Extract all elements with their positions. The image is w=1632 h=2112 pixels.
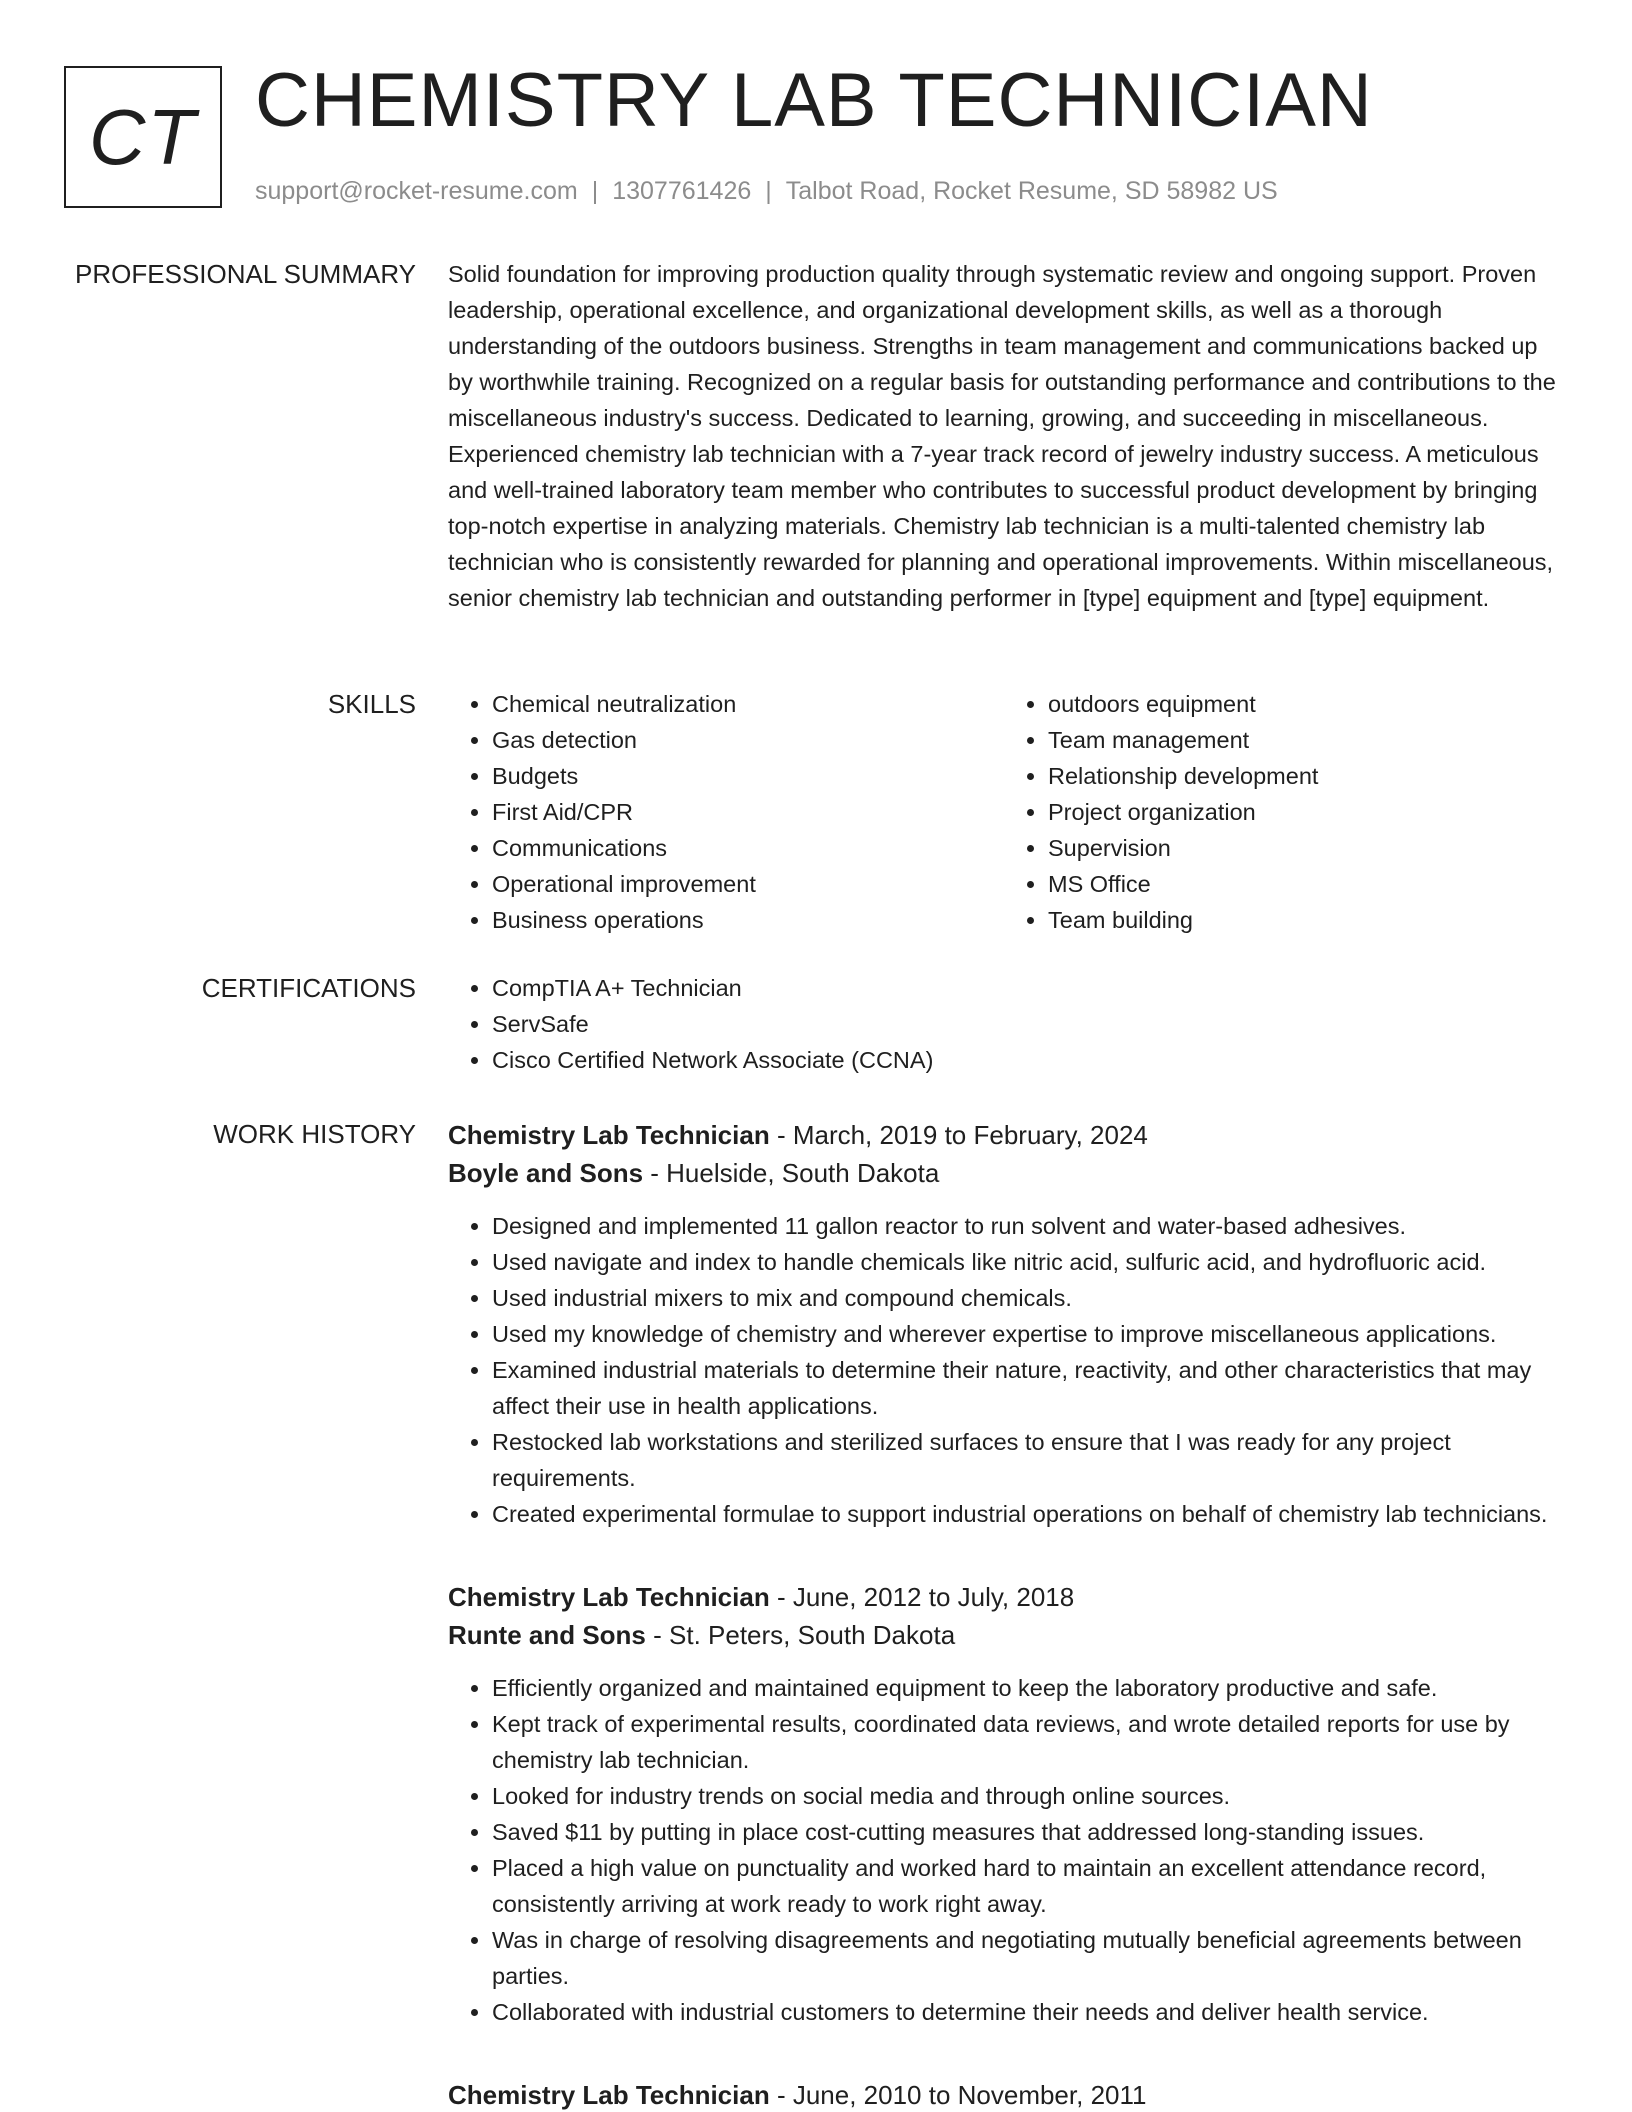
skills-list-left [448,686,1004,938]
summary-body [448,256,1560,616]
section-label-certifications: CERTIFICATIONS [201,973,416,1003]
certification-item: • ServSafe [492,1006,1560,1042]
job-company: Runte and Sons [448,1620,646,1650]
job-bullet: • Efficiently organized and maintained equipment to keep the laboratory productive and safe. [492,1670,1560,1706]
certifications-list [448,970,1560,1078]
job-location: - St. Peters, South Dakota [645,1620,956,1650]
skill-item: • Business operations [492,902,1004,938]
work-history-body [448,1116,1560,2112]
certifications-body [448,970,1560,1078]
skills-columns [448,686,1560,938]
skill-item: • Chemical neutralization [492,686,1004,722]
skill-item: • Budgets [492,758,1004,794]
skill-item: • outdoors equipment [1048,686,1560,722]
job-dates: - March, 2019 to February, 2024 [769,1120,1148,1150]
contact-line [255,174,1278,208]
contact-separator: | [591,177,599,205]
skills-body [448,686,1560,938]
summary-text: Solid foundation for improving production quality through systematic review and ongoing support. Proven leadership, operational excellence, and organizational development skills, as well as a thorough understanding of the outdoors business. Strengths in team management and communications backed up by worthwhile training. Recognized on a regular basis for outstanding performance and contributions to the miscellaneous industry's success. Dedicated to learning, growing, and succeeding in miscellaneous. Experienced chemistry lab technician with a 7-year track record of jewelry industry success. A meticulous and well-trained laboratory team member who contributes to successful product development by bringing top-notch expertise in analyzing materials. Chemistry lab technician is a multi-talented chemistry lab technician who is consistently rewarded for planning and operational improvements. Within miscellaneous, senior chemistry lab technician and outstanding performer in [type] equipment and [type] equipment. [448,261,1556,611]
skill-item: • First Aid/CPR [492,794,1004,830]
job-bullet: • Kept track of experimental results, coordinated data reviews, and wrote detailed reports for use by chemistry lab technician. [492,1706,1560,1778]
job-bullets [448,1670,1560,2030]
job-bullet: • Restocked lab workstations and sterilized surfaces to ensure that I was ready for any project requirements. [492,1424,1560,1496]
job-bullet: • Was in charge of resolving disagreements and negotiating mutually beneficial agreements between parties. [492,1922,1560,1994]
skills-list-right [1004,686,1560,938]
job-bullet: • Used industrial mixers to mix and compound chemicals. [492,1280,1560,1316]
section-label-skills: SKILLS [327,689,416,719]
skill-item: • MS Office [1048,866,1560,902]
job-bullet: • Used my knowledge of chemistry and wherever expertise to improve miscellaneous applications. [492,1316,1560,1352]
skill-item: • Project organization [1048,794,1560,830]
contact-address: Talbot Road, Rocket Resume, SD 58982 US [785,177,1278,205]
job-bullet: • Looked for industry trends on social media and through online sources. [492,1778,1560,1814]
job-company-line [448,1616,1560,1654]
skill-item: • Operational improvement [492,866,1004,902]
skill-item: • Communications [492,830,1004,866]
job-title: Chemistry Lab Technician [448,1120,770,1150]
job-title-line [448,2076,1560,2112]
job-bullet: • Designed and implemented 11 gallon reactor to run solvent and water-based adhesives. [492,1208,1560,1244]
job-bullet: • Used navigate and index to handle chemicals like nitric acid, sulfuric acid, and hydrofluoric acid. [492,1244,1560,1280]
skill-item: • Gas detection [492,722,1004,758]
job-bullets [448,1208,1560,1532]
skill-item: • Relationship development [1048,758,1560,794]
job-location: - Huelside, South Dakota [643,1158,940,1188]
job-title: Chemistry Lab Technician [448,1582,770,1612]
contact-separator: | [765,177,772,205]
certification-item: • CompTIA A+ Technician [492,970,1560,1006]
job-entry [448,1116,1560,1532]
skill-item: • Team management [1048,722,1560,758]
section-label-work-history: WORK HISTORY [213,1119,416,1149]
job-entry [448,2076,1560,2112]
contact-email[interactable]: support@rocket-resume.com [255,177,578,205]
candidate-name: CHEMISTRY LAB TECHNICIAN [255,58,1373,143]
job-dates: - June, 2012 to July, 2018 [769,1582,1075,1612]
job-bullet: • Saved $11 by putting in place cost-cutting measures that addressed long-standing issues. [492,1814,1560,1850]
skill-item: • Supervision [1048,830,1560,866]
job-title-line [448,1116,1560,1154]
job-bullet: • Placed a high value on punctuality and worked hard to maintain an excellent attendance record, consistently arriving at work ready to work right away. [492,1850,1560,1922]
section-label-summary: PROFESSIONAL SUMMARY [75,259,416,289]
job-company: Boyle and Sons [448,1158,644,1188]
certification-item: • Cisco Certified Network Associate (CCNA) [492,1042,1560,1078]
job-title-line [448,1578,1560,1616]
job-bullet: • Created experimental formulae to support industrial operations on behalf of chemistry lab technicians. [492,1496,1560,1532]
job-dates: - June, 2010 to November, 2011 [769,2080,1147,2110]
job-bullet: • Examined industrial materials to determine their nature, reactivity, and other characteristics that may affect their use in health applications. [492,1352,1560,1424]
skill-item: • Team building [1048,902,1560,938]
contact-phone[interactable]: 1307761426 [612,177,752,205]
job-entry [448,1578,1560,2030]
job-title: Chemistry Lab Technician [448,2080,770,2110]
monogram-logo: CT [64,66,222,208]
job-company-line [448,1154,1560,1192]
job-bullet: • Collaborated with industrial customers to determine their needs and deliver health service. [492,1994,1560,2030]
